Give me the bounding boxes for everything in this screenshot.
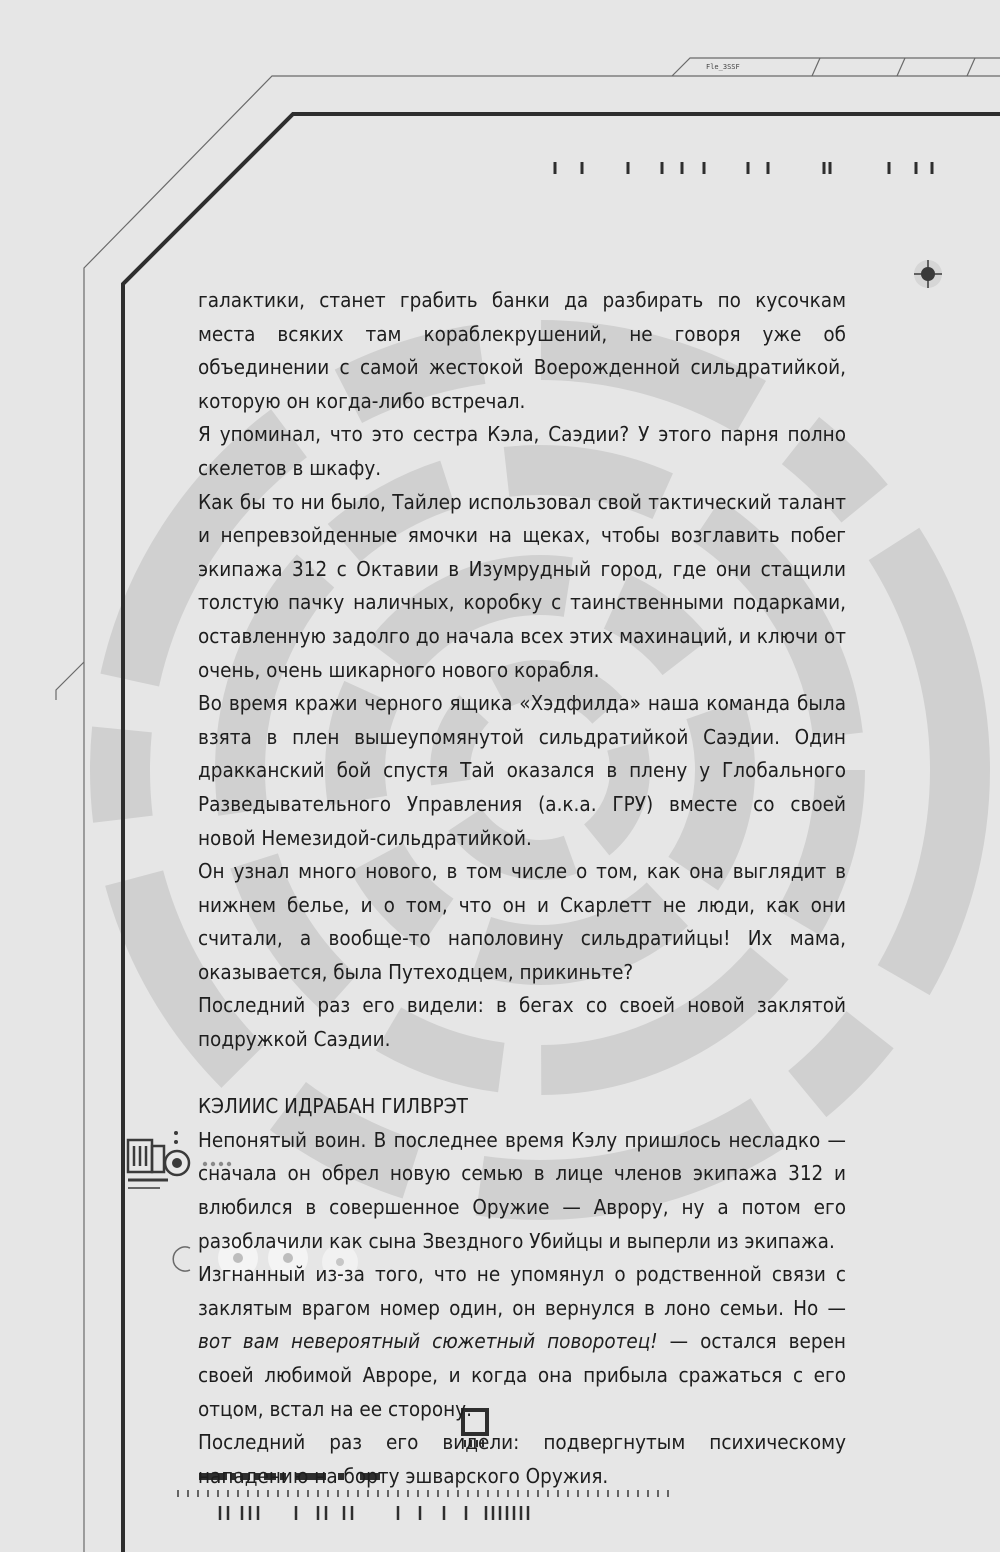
paragraph: [198, 1258, 846, 1426]
paragraph-italic-text: вот вам невероятный сюжетный поворотец!: [198, 1329, 658, 1354]
header-tab-label: Fle_3SSF: [706, 63, 740, 71]
paragraph: Непонятый воин. В последнее время Кэлу пришлось несладко — сначала он обрел новую семью в лице членов экипажа 312 и влюбился в совершенное Оружие — Аврору, ну а потом его разоблачили как сына Звездного Убийцы и выперли из экипажа.: [198, 1127, 846, 1253]
paragraph: Как бы то ни было, Тайлер использовал свой тактический талант и непревзойденные ямочки на щеках, чтобы возглавить побег экипажа 312 с Октавии в Изумрудный город, где они стащили толстую пачку наличных, коробку с таинственными подарками, оставленную задолго до начала всех этих махинаций, и ключи от очень, очень шикарного нового корабля.: [198, 489, 846, 682]
paragraph: Во время кражи черного ящика «Хэдфилда» наша команда была взята в плен вышеупомянутой сильдратийкой Саэдии. Один дракканский бой спустя Тай оказался в плену у Глобального Разведывательного Управления (а.к.а. ГРУ) вместе со своей новой Немезидой-сильдратийкой.: [198, 691, 846, 850]
paragraph: Последний раз его видели: в бегах со своей новой заклятой подружкой Саэдии.: [198, 993, 846, 1052]
paragraph: Он узнал много нового, в том числе о том, как она выглядит в нижнем белье, и о том, что он и Скарлетт не люди, как они считали, а вообще-то наполовину сильдратийцы! Их мама, оказывается, была Путеходцем, прикиньте?: [198, 859, 846, 984]
paragraph: галактики, станет грабить банки да разбирать по кусочкам места всяких там кораблекрушений, не говоря уже об объединении с самой жестокой Воерожденной сильдратийкой, которую он когда-либо встречал.: [198, 288, 846, 413]
character-heading: КЭЛИИС ИДРАБАН ГИЛВРЭТ: [198, 1094, 468, 1119]
paragraph: Я упоминал, что это сестра Кэла, Саэдии? У этого парня полно скелетов в шкафу.: [198, 422, 846, 480]
top-tick-marks: [555, 162, 932, 174]
left-tech-widget-icon: [128, 1131, 189, 1188]
paragraph-text: Изгнанный из-за того, что не упомянул о родственной связи с заклятым врагом номер один, он вернулся в лоно семьи. Но —: [198, 1262, 846, 1320]
paragraph-text: — остался верен своей любимой Авроре, и когда она прибыла сражаться с его отцом, встал на ее сторону.: [198, 1329, 846, 1421]
body-text: [198, 284, 846, 1493]
bottom-bar-row: [220, 1506, 528, 1520]
paragraph: Последний раз его видели: подвергнутым психическому нападению на борту эшварского Оружия.: [198, 1430, 846, 1488]
outer-frame-notch: [56, 662, 84, 700]
crosshair-icon: [914, 260, 942, 288]
